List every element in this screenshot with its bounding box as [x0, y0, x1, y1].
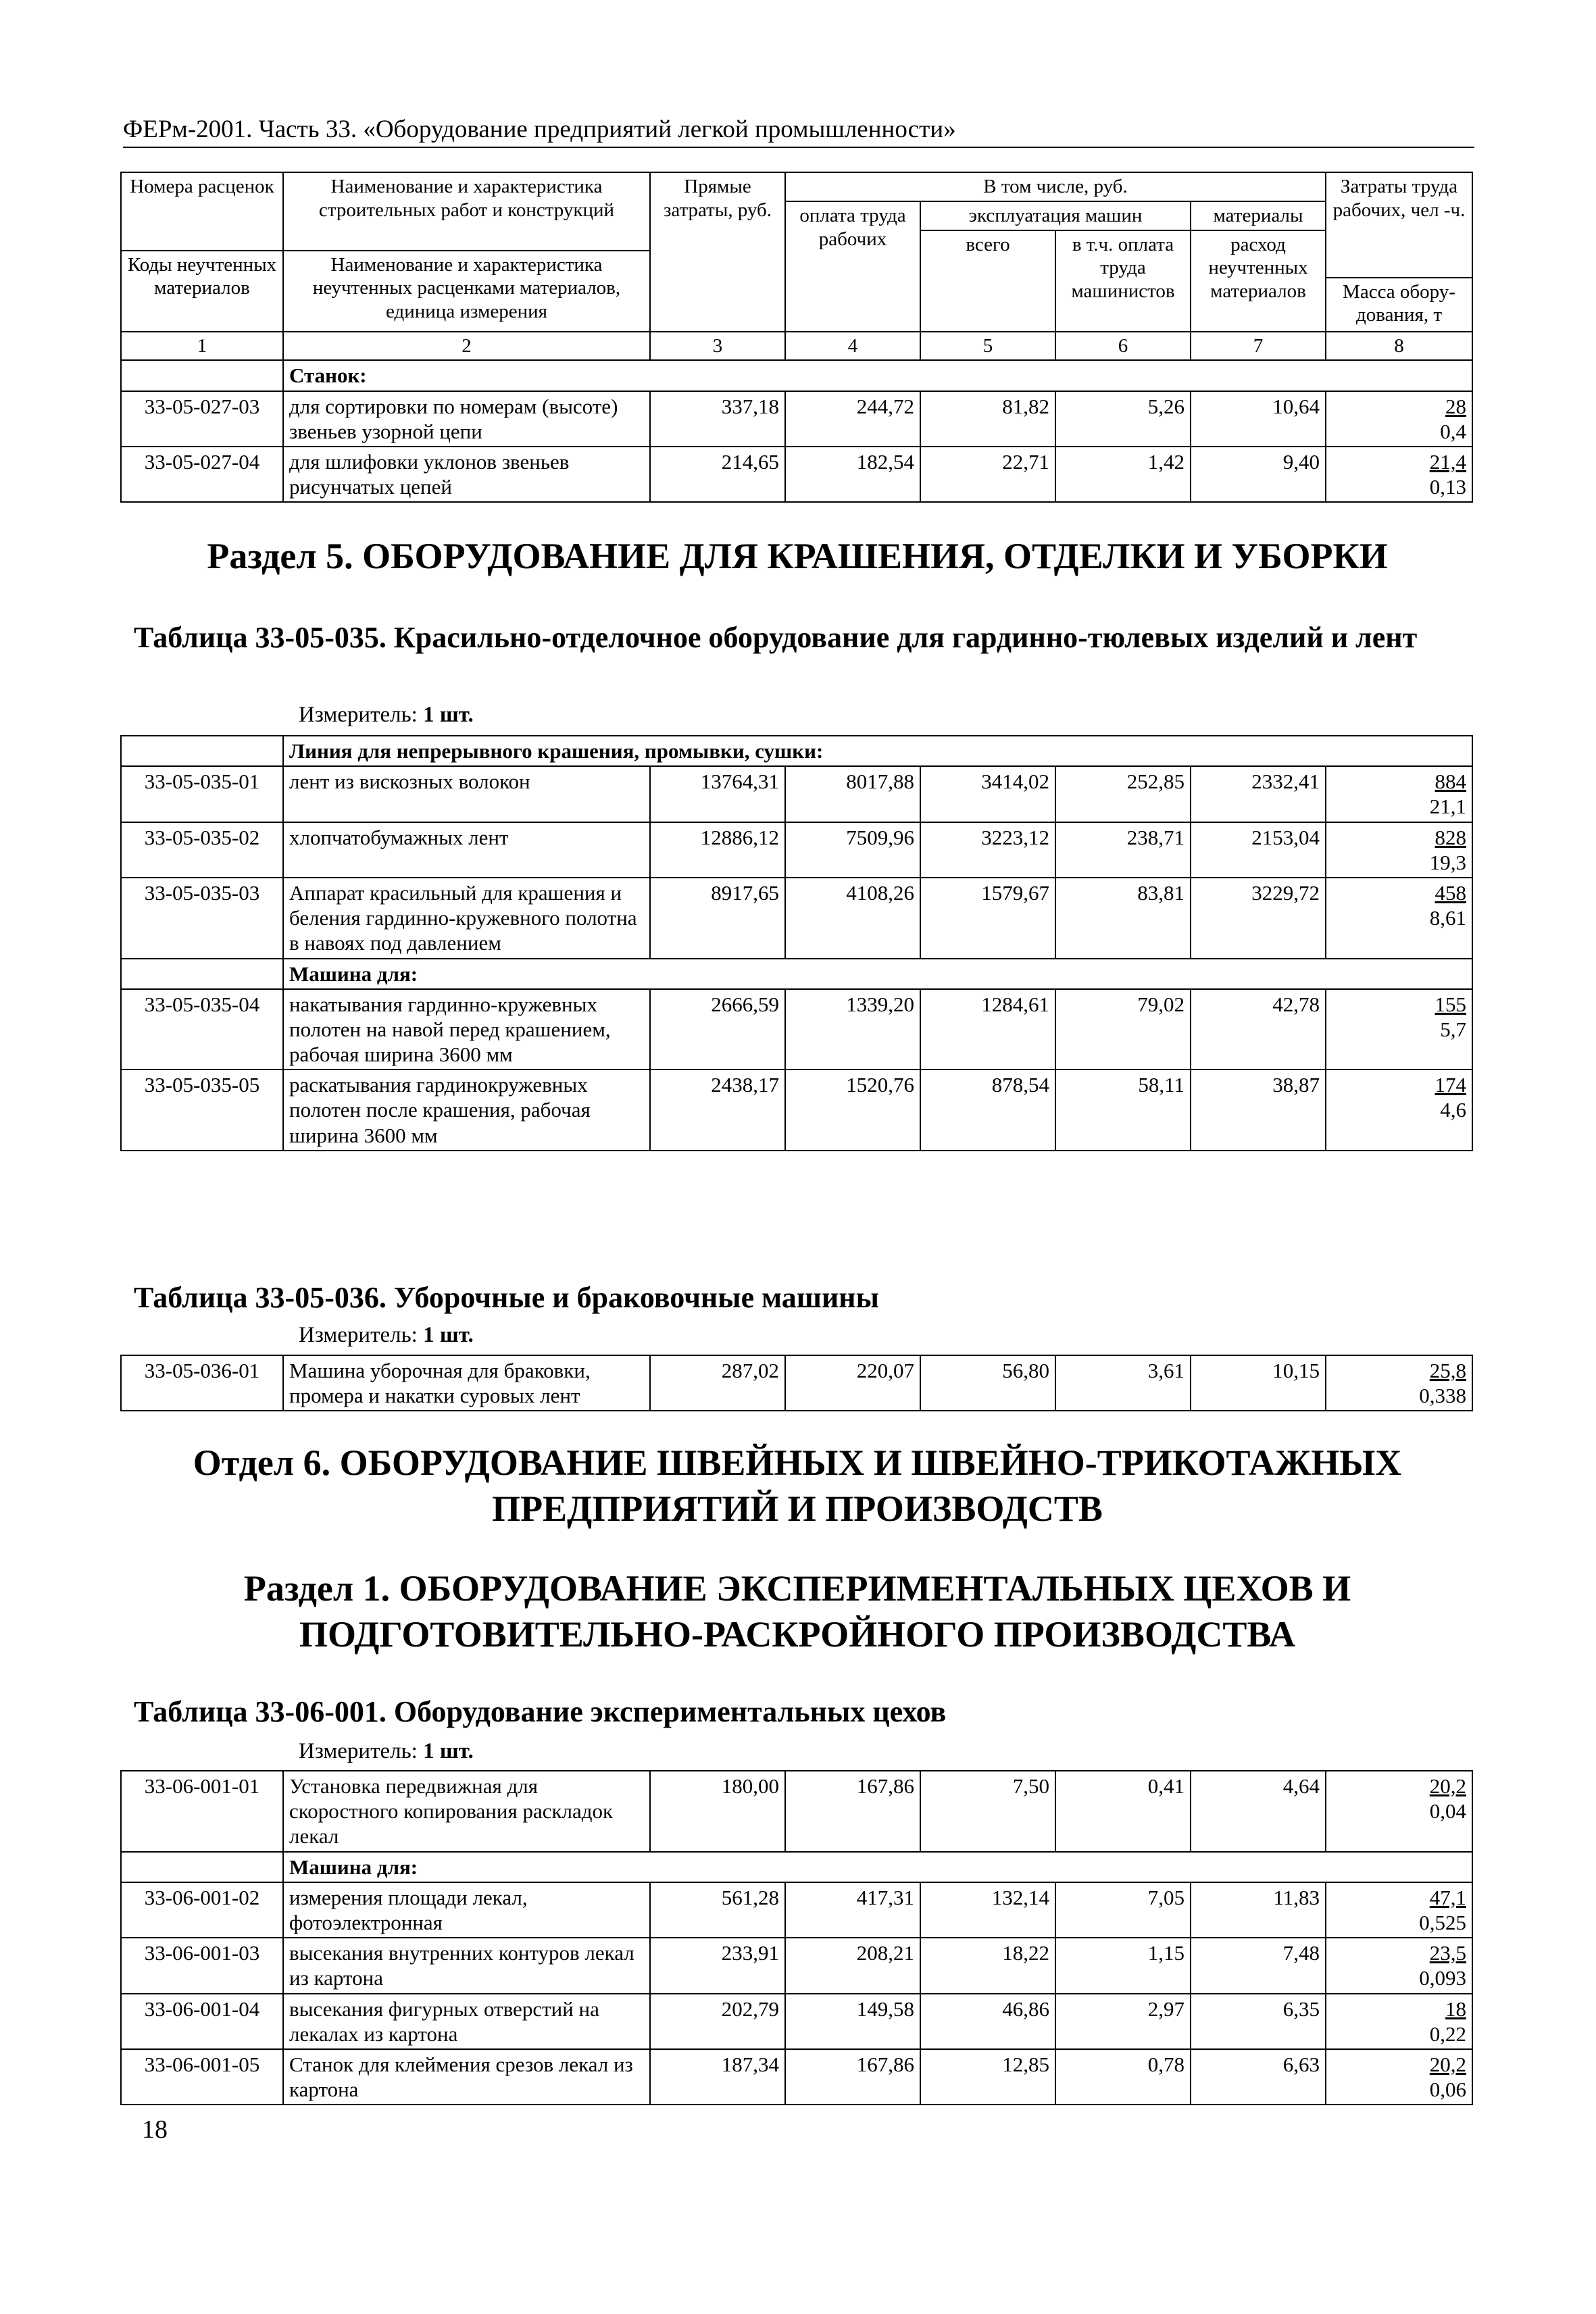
materials-cost: 38,87 [1191, 1070, 1326, 1151]
table-001-block [120, 1770, 1473, 2105]
col-number: 3 [650, 332, 785, 361]
table-row [121, 391, 1472, 447]
col-number: 1 [121, 332, 283, 361]
machine-cost: 3414,02 [920, 766, 1055, 822]
rate-code: 33-06-001-01 [121, 1771, 283, 1852]
group-label: Машина для: [283, 1852, 1472, 1882]
machine-cost: 1284,61 [920, 989, 1055, 1070]
direct-cost: 2438,17 [650, 1070, 785, 1151]
driver-pay: 252,85 [1055, 766, 1191, 822]
labor-mass-cell [1326, 391, 1472, 447]
labor-hours: 884 [1435, 770, 1466, 794]
materials-cost: 4,64 [1191, 1771, 1326, 1852]
direct-cost: 187,34 [650, 2049, 785, 2105]
table-row [121, 1994, 1472, 2049]
machine-cost: 22,71 [920, 447, 1055, 502]
col-header-material-codes: Коды неучтенных материалов [121, 251, 283, 332]
driver-pay: 1,15 [1055, 1938, 1191, 1993]
machine-cost: 3223,12 [920, 822, 1055, 878]
section5-title: Раздел 5. ОБОРУДОВАНИЕ ДЛЯ КРАШЕНИЯ, ОТДЕЛКИ И УБОРКИ [207, 536, 1388, 576]
labor-mass-cell [1326, 878, 1472, 959]
equipment-mass: 0,04 [1429, 1799, 1466, 1823]
materials-cost: 11,83 [1191, 1882, 1326, 1938]
labor-hours: 20,2 [1429, 2052, 1466, 2076]
col-header-materials-unaccounted: расход неучтенных материалов [1191, 230, 1326, 332]
direct-cost: 202,79 [650, 1994, 785, 2049]
col-header-including: В том числе, руб. [785, 172, 1326, 201]
direct-cost: 233,91 [650, 1938, 785, 1993]
work-name: Машина уборочная для браковки, промера и накатки суровых лент [283, 1355, 650, 1411]
rate-code: 33-06-001-04 [121, 1994, 283, 2049]
header-table [120, 172, 1473, 503]
driver-pay: 0,41 [1055, 1771, 1191, 1852]
work-name: лент из вискозных волокон [283, 766, 650, 822]
labor-pay: 244,72 [785, 391, 920, 447]
otdel6-title-line2: ПРЕДПРИЯТИЙ И ПРОИЗВОДСТВ [492, 1488, 1103, 1529]
col-header-machine-total: всего [920, 230, 1055, 332]
table-row [121, 989, 1472, 1070]
table-035-title: Таблица 33-05-035. Красильно-отделочное оборудование для гардинно-тюлевых изделий и лент [134, 621, 1418, 654]
materials-cost: 7,48 [1191, 1938, 1326, 1993]
rate-code: 33-05-035-05 [121, 1070, 283, 1151]
rate-code: 33-05-035-04 [121, 989, 283, 1070]
group-row [121, 360, 1472, 391]
table-001 [120, 1770, 1473, 2105]
table-row [121, 1355, 1472, 1411]
materials-cost: 2332,41 [1191, 766, 1326, 822]
group-label: Линия для непрерывного крашения, промывки, сушки: [283, 736, 1472, 766]
direct-cost: 214,65 [650, 447, 785, 502]
group-code-cell [121, 1852, 283, 1882]
otdel6-title-line1: Отдел 6. ОБОРУДОВАНИЕ ШВЕЙНЫХ И ШВЕЙНО-ТРИКОТАЖНЫХ [193, 1442, 1402, 1483]
col-number: 8 [1326, 332, 1472, 361]
rate-code: 33-06-001-03 [121, 1938, 283, 1993]
direct-cost: 8917,65 [650, 878, 785, 959]
driver-pay: 83,81 [1055, 878, 1191, 959]
equipment-mass: 0,338 [1419, 1384, 1466, 1408]
driver-pay: 238,71 [1055, 822, 1191, 878]
table-036 [120, 1355, 1473, 1411]
equipment-mass: 0,06 [1429, 2078, 1466, 2102]
direct-cost: 287,02 [650, 1355, 785, 1411]
labor-mass-cell [1326, 2049, 1472, 2105]
labor-pay: 220,07 [785, 1355, 920, 1411]
labor-mass-cell [1326, 822, 1472, 878]
driver-pay: 58,11 [1055, 1070, 1191, 1151]
machine-cost: 878,54 [920, 1070, 1055, 1151]
section1-title-line1: Раздел 1. ОБОРУДОВАНИЕ ЭКСПЕРИМЕНТАЛЬНЫХ ЦЕХОВ И [243, 1568, 1351, 1609]
driver-pay: 3,61 [1055, 1355, 1191, 1411]
rate-code: 33-05-027-03 [121, 391, 283, 447]
machine-cost: 56,80 [920, 1355, 1055, 1411]
materials-cost: 6,63 [1191, 2049, 1326, 2105]
equipment-mass: 5,7 [1440, 1017, 1466, 1041]
col-number: 2 [283, 332, 650, 361]
rate-code: 33-06-001-02 [121, 1882, 283, 1938]
group-code-cell [121, 736, 283, 766]
direct-cost: 12886,12 [650, 822, 785, 878]
table-row [121, 1070, 1472, 1151]
labor-mass-cell [1326, 1355, 1472, 1411]
work-name: высекания внутренних контуров лекал из картона [283, 1938, 650, 1993]
table-row [121, 878, 1472, 959]
labor-pay: 4108,26 [785, 878, 920, 959]
labor-hours: 155 [1435, 992, 1466, 1016]
labor-hours: 828 [1435, 825, 1466, 849]
labor-mass-cell [1326, 1882, 1472, 1938]
machine-cost: 132,14 [920, 1882, 1055, 1938]
rate-code: 33-06-001-05 [121, 2049, 283, 2105]
labor-hours: 23,5 [1429, 1941, 1466, 1965]
labor-hours: 458 [1435, 880, 1466, 905]
labor-mass-cell [1326, 989, 1472, 1070]
work-name: измерения площади лекал, фотоэлектронная [283, 1882, 650, 1938]
table-row [121, 766, 1472, 822]
work-name: раскатывания гардинокружевных полотен после крашения, рабочая ширина 3600 мм [283, 1070, 650, 1151]
equipment-mass: 8,61 [1429, 906, 1466, 930]
machine-cost: 46,86 [920, 1994, 1055, 2049]
otdel6-title [122, 1440, 1473, 1532]
table-035-unit: Измеритель: 1 шт. [299, 703, 474, 727]
labor-pay: 208,21 [785, 1938, 920, 1993]
group-row [121, 959, 1472, 989]
work-name: для сортировки по номерам (высоте) звеньев узорной цепи [283, 391, 650, 447]
equipment-mass: 0,525 [1419, 1910, 1466, 1934]
table-row [121, 2049, 1472, 2105]
driver-pay: 1,42 [1055, 447, 1191, 502]
driver-pay: 2,97 [1055, 1994, 1191, 2049]
work-name: хлопчатобумажных лент [283, 822, 650, 878]
direct-cost: 180,00 [650, 1771, 785, 1852]
equipment-mass: 4,6 [1440, 1098, 1466, 1122]
materials-cost: 6,35 [1191, 1994, 1326, 2049]
direct-cost: 561,28 [650, 1882, 785, 1938]
labor-mass-cell [1326, 1070, 1472, 1151]
work-name: высекания фигурных отверстий на лекалах из картона [283, 1994, 650, 2049]
materials-cost: 10,64 [1191, 391, 1326, 447]
group-code-cell [121, 360, 283, 391]
table-036-title: Таблица 33-05-036. Уборочные и браковочные машины [134, 1281, 880, 1314]
driver-pay: 5,26 [1055, 391, 1191, 447]
labor-pay: 1520,76 [785, 1070, 920, 1151]
equipment-mass: 21,1 [1429, 795, 1466, 819]
col-header-materials: материалы [1191, 201, 1326, 230]
table-row [121, 822, 1472, 878]
section1-title [122, 1566, 1473, 1657]
materials-cost: 3229,72 [1191, 878, 1326, 959]
col-header-labor-cost: Затраты труда рабочих, чел -ч. [1326, 172, 1472, 278]
group-label: Машина для: [283, 959, 1472, 989]
materials-cost: 42,78 [1191, 989, 1326, 1070]
col-header-labor-pay: оплата труда рабочих [785, 201, 920, 332]
materials-cost: 9,40 [1191, 447, 1326, 502]
table-001-unit: Измеритель: 1 шт. [299, 1739, 474, 1763]
labor-mass-cell [1326, 1994, 1472, 2049]
labor-mass-cell [1326, 1938, 1472, 1993]
labor-mass-cell [1326, 447, 1472, 502]
table-036-block [120, 1355, 1473, 1411]
machine-cost: 18,22 [920, 1938, 1055, 1993]
labor-mass-cell [1326, 766, 1472, 822]
table-row [121, 1771, 1472, 1852]
direct-cost: 337,18 [650, 391, 785, 447]
equipment-mass: 0,22 [1429, 2021, 1466, 2046]
group-row [121, 1852, 1472, 1882]
equipment-mass: 0,13 [1429, 475, 1466, 499]
labor-hours: 18 [1445, 1996, 1466, 2021]
table-001-title: Таблица 33-06-001. Оборудование экспериментальных цехов [134, 1695, 947, 1728]
col-number: 5 [920, 332, 1055, 361]
machine-cost: 7,50 [920, 1771, 1055, 1852]
table-036-unit: Измеритель: 1 шт. [299, 1323, 474, 1347]
labor-pay: 167,86 [785, 1771, 920, 1852]
group-row [121, 736, 1472, 766]
driver-pay: 79,02 [1055, 989, 1191, 1070]
col-header-machine-op: эксплуатация машин [920, 201, 1191, 230]
labor-hours: 20,2 [1429, 1774, 1466, 1798]
col-number: 6 [1055, 332, 1191, 361]
work-name: Станок для клеймения срезов лекал из картона [283, 2049, 650, 2105]
table-row [121, 447, 1472, 502]
labor-hours: 25,8 [1429, 1359, 1466, 1382]
work-name: для шлифовки уклонов звеньев рисунчатых цепей [283, 447, 650, 502]
rate-code: 33-05-035-03 [121, 878, 283, 959]
labor-hours: 21,4 [1429, 449, 1466, 474]
labor-pay: 167,86 [785, 2049, 920, 2105]
rate-code: 33-05-035-01 [121, 766, 283, 822]
table-row [121, 1938, 1472, 1993]
materials-cost: 10,15 [1191, 1355, 1326, 1411]
table-035-block [120, 735, 1473, 1151]
labor-pay: 417,31 [785, 1882, 920, 1938]
labor-hours: 174 [1435, 1073, 1466, 1097]
col-header-direct-cost: Прямые затраты, руб. [650, 172, 785, 332]
work-name: Установка передвижная для скоростного копирования раскладок лекал [283, 1771, 650, 1852]
col-header-material-names: Наименование и характеристика неучтенных расценками материалов, единица измерения [283, 251, 650, 332]
driver-pay: 0,78 [1055, 2049, 1191, 2105]
col-number: 7 [1191, 332, 1326, 361]
labor-pay: 149,58 [785, 1994, 920, 2049]
labor-hours: 28 [1445, 394, 1466, 418]
machine-cost: 1579,67 [920, 878, 1055, 959]
top-table-block [120, 172, 1473, 503]
labor-pay: 1339,20 [785, 989, 920, 1070]
work-name: Аппарат красильный для крашения и беления гардинно-кружевного полотна в навоях под давлением [283, 878, 650, 959]
labor-pay: 7509,96 [785, 822, 920, 878]
labor-pay: 182,54 [785, 447, 920, 502]
section1-title-line2: ПОДГОТОВИТЕЛЬНО-РАСКРОЙНОГО ПРОИЗВОДСТВА [299, 1613, 1296, 1655]
equipment-mass: 19,3 [1429, 850, 1466, 874]
col-number: 4 [785, 332, 920, 361]
table-row [121, 1882, 1472, 1938]
materials-cost: 2153,04 [1191, 822, 1326, 878]
rate-code: 33-05-035-02 [121, 822, 283, 878]
col-header-work-name: Наименование и характеристика строительных работ и конструкций [283, 172, 650, 251]
rate-code: 33-05-036-01 [121, 1355, 283, 1411]
group-label: Станок: [283, 360, 1472, 391]
group-code-cell [121, 959, 283, 989]
direct-cost: 2666,59 [650, 989, 785, 1070]
page-number: 18 [142, 2115, 168, 2144]
page-header: ФЕРм-2001. Часть 33. «Оборудование предприятий легкой промышленности» [123, 115, 1474, 148]
labor-mass-cell [1326, 1771, 1472, 1852]
equipment-mass: 0,093 [1419, 1966, 1466, 1990]
machine-cost: 81,82 [920, 391, 1055, 447]
rate-code: 33-05-027-04 [121, 447, 283, 502]
machine-cost: 12,85 [920, 2049, 1055, 2105]
direct-cost: 13764,31 [650, 766, 785, 822]
col-header-mass: Масса обору-дования, т [1326, 278, 1472, 332]
work-name: накатывания гардинно-кружевных полотен на навой перед крашением, рабочая ширина 3600 мм [283, 989, 650, 1070]
labor-hours: 47,1 [1429, 1885, 1466, 1909]
equipment-mass: 0,4 [1440, 419, 1466, 443]
col-header-rate-number: Номера расценок [121, 172, 283, 251]
col-header-driver-pay: в т.ч. оплата труда машинистов [1055, 230, 1191, 332]
labor-pay: 8017,88 [785, 766, 920, 822]
driver-pay: 7,05 [1055, 1882, 1191, 1938]
table-035 [120, 735, 1473, 1151]
